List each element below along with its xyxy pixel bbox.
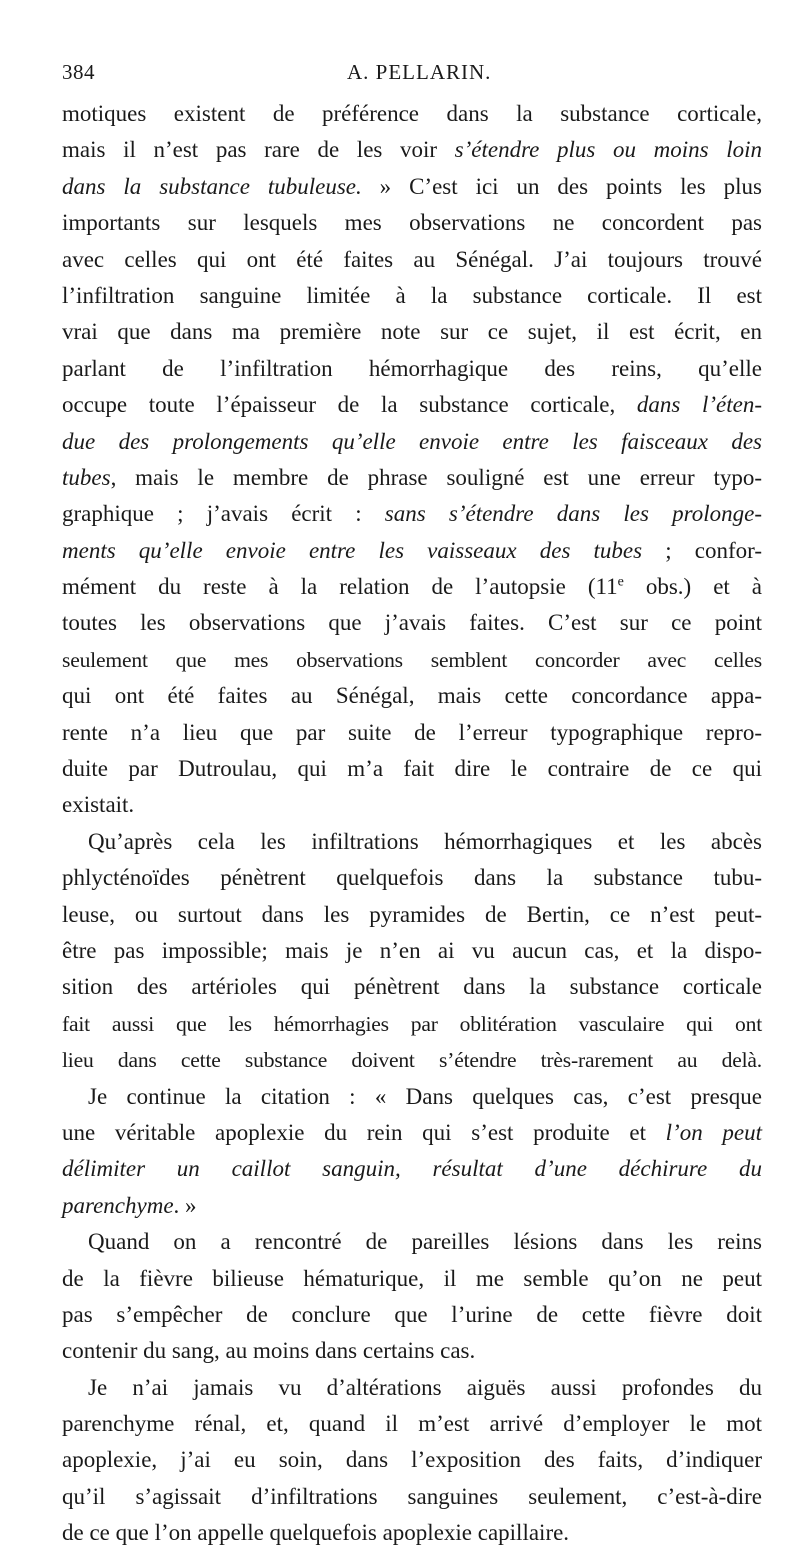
text-segment: parenchyme rénal, et, quand il m’est arrivé d’employer le mot xyxy=(62,1411,762,1437)
text-line xyxy=(62,96,762,132)
text-line xyxy=(62,1006,762,1042)
text-segment: toutes les observations que j’avais faites. C’est sur ce point xyxy=(62,610,762,636)
body-text xyxy=(62,96,762,1552)
text-segment: être pas impossible; mais je n’en ai vu aucun cas, et la dispo- xyxy=(62,937,762,963)
text-line xyxy=(62,1479,762,1515)
text-line xyxy=(62,132,762,168)
page-number: 384 xyxy=(62,60,95,84)
text-segment: Qu’après cela les infiltrations hémorrhagiques et les abcès xyxy=(88,828,762,854)
italic-text: tubes xyxy=(62,464,111,490)
text-segment: Je n’ai jamais vu d’altérations aiguës aussi profondes du xyxy=(88,1374,762,1400)
text-line xyxy=(62,860,762,896)
text-line xyxy=(62,1261,762,1297)
text-line xyxy=(62,715,762,751)
page-header xyxy=(62,60,762,90)
text-line xyxy=(62,787,762,823)
text-segment: importants sur lesquels mes observations ne concordent pas xyxy=(62,210,762,236)
text-segment: avec celles qui ont été faites au Sénégal. J’ai toujours trouvé xyxy=(62,246,762,272)
text-line xyxy=(62,278,762,314)
text-segment: rente n’a lieu que par suite de l’erreur typographique repro- xyxy=(62,719,762,745)
text-line xyxy=(62,1442,762,1478)
text-line xyxy=(62,1370,762,1406)
text-segment: graphique ; j’avais écrit : xyxy=(62,501,385,527)
text-line xyxy=(62,1333,762,1369)
text-line xyxy=(62,460,762,496)
text-line xyxy=(62,1224,762,1260)
text-segment: seulement que mes observations semblent concorder avec celles xyxy=(62,647,762,672)
text-line xyxy=(62,1042,762,1078)
italic-text: dans la substance tubuleuse. xyxy=(62,173,362,199)
text-segment: une véritable apoplexie du rein qui s’est produite et xyxy=(62,1119,666,1145)
text-line xyxy=(62,496,762,532)
text-segment: lieu dans cette substance doivent s’étendre très-rarement au delà. xyxy=(62,1048,762,1073)
italic-text: ments qu’elle envoie entre les vaisseaux des tubes xyxy=(62,537,643,563)
text-line xyxy=(62,314,762,350)
text-segment: motiques existent de préférence dans la substance corticale, xyxy=(62,101,762,126)
text-line xyxy=(62,678,762,714)
text-line xyxy=(62,1406,762,1442)
text-line xyxy=(62,569,762,605)
text-segment: qu’il s’agissait d’infiltrations sanguines seulement, c’est-à-dire xyxy=(62,1483,762,1509)
text-line xyxy=(62,642,762,678)
text-line xyxy=(62,387,762,423)
running-head: A. PELLARIN. xyxy=(347,60,492,84)
text-line xyxy=(62,897,762,933)
text-segment: Quand on a rencontré de pareilles lésions dans les reins xyxy=(88,1229,762,1255)
text-line xyxy=(62,351,762,387)
text-segment: duite par Dutroulau, qui m’a fait dire le contraire de ce qui xyxy=(62,756,762,782)
text-line xyxy=(62,1115,762,1151)
text-segment: leuse, ou surtout dans les pyramides de Bertin, ce n’est peut- xyxy=(62,901,762,927)
italic-text: due des prolongements qu’elle envoie entre les faisceaux des xyxy=(62,428,762,454)
text-segment: , mais le membre de phrase souligné est une erreur typo- xyxy=(110,464,762,490)
text-segment: pas s’empêcher de conclure que l’urine de cette fièvre doit xyxy=(62,1301,762,1327)
italic-text: parenchyme xyxy=(62,1192,174,1218)
text-line xyxy=(62,824,762,860)
text-line xyxy=(62,1188,762,1224)
text-line xyxy=(62,1151,762,1187)
text-line xyxy=(62,533,762,569)
text-line xyxy=(62,605,762,641)
text-segment: obs.) et à xyxy=(623,574,762,600)
text-line xyxy=(62,242,762,278)
text-line xyxy=(62,169,762,205)
text-segment: Je continue la citation : « Dans quelques cas, c’est presque xyxy=(88,1083,762,1109)
text-segment: l’infiltration sanguine limitée à la substance corticale. Il est xyxy=(62,282,762,308)
text-segment: de la fièvre bilieuse hématurique, il me semble qu’on ne peut xyxy=(62,1265,762,1291)
italic-text: s’étendre plus ou moins loin xyxy=(454,137,762,163)
text-line xyxy=(62,1515,762,1551)
text-line xyxy=(62,1297,762,1333)
text-line xyxy=(62,205,762,241)
text-line xyxy=(62,1079,762,1115)
text-segment: occupe toute l’épaisseur de la substance corticale, xyxy=(62,392,637,418)
italic-text: dans l’éten- xyxy=(636,392,762,418)
text-segment: contenir du sang, au moins dans certains cas. xyxy=(62,1338,476,1364)
text-segment: . » xyxy=(173,1192,197,1218)
text-segment: vrai que dans ma première note sur ce sujet, il est écrit, en xyxy=(62,319,762,345)
text-segment: mais il n’est pas rare de les voir xyxy=(62,137,455,163)
text-segment: fait aussi que les hémorrhagies par oblitération vasculaire qui ont xyxy=(62,1011,762,1036)
text-segment: mément du reste à la relation de l’autopsie (11 xyxy=(62,574,618,600)
italic-text: sans s’étendre dans les prolonge- xyxy=(384,501,762,527)
text-segment: ; confor- xyxy=(642,537,762,563)
italic-text: délimiter un caillot sanguin, résultat d’une déchirure du xyxy=(62,1156,762,1182)
text-segment: parlant de l’infiltration hémorrhagique des reins, qu’elle xyxy=(62,355,762,381)
text-segment: apoplexie, j’ai eu soin, dans l’exposition des faits, d’indiquer xyxy=(62,1447,762,1473)
text-segment: » C’est ici un des points les plus xyxy=(361,173,762,199)
text-segment: existait. xyxy=(62,792,135,818)
italic-text: l’on peut xyxy=(665,1119,762,1145)
text-line xyxy=(62,969,762,1005)
text-line xyxy=(62,751,762,787)
text-segment: phlycténoïdes pénètrent quelquefois dans la substance tubu- xyxy=(62,865,762,891)
text-segment: sition des artérioles qui pénètrent dans la substance corticale xyxy=(62,974,762,1000)
text-line xyxy=(62,933,762,969)
text-segment: de ce que l’on appelle quelquefois apoplexie capillaire. xyxy=(62,1520,570,1546)
text-line xyxy=(62,424,762,460)
text-segment: qui ont été faites au Sénégal, mais cette concordance appa- xyxy=(62,683,762,709)
superscript: e xyxy=(617,574,624,590)
